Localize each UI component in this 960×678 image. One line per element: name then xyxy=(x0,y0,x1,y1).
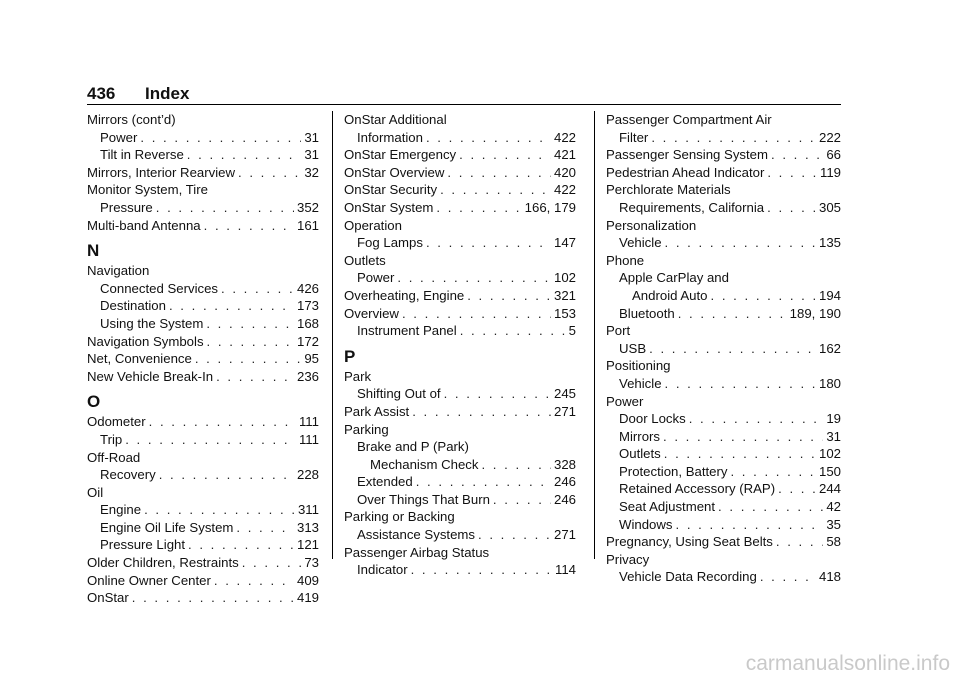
entry-page-number: 420 xyxy=(553,164,576,180)
index-entry xyxy=(87,280,319,298)
entry-page-number: 419 xyxy=(296,590,319,606)
entry-label: Using the System xyxy=(100,315,204,331)
dot-leader xyxy=(412,403,551,421)
entry-page-number: 246 xyxy=(553,491,576,507)
entry-page-number: 5 xyxy=(568,323,576,339)
entry-page-number: 189, 190 xyxy=(789,305,841,321)
index-entry xyxy=(87,554,319,572)
index-entry xyxy=(87,368,319,386)
dot-leader xyxy=(188,536,294,554)
dot-leader xyxy=(493,491,551,509)
entry-label: Fog Lamps xyxy=(357,235,423,251)
dot-leader xyxy=(397,269,551,287)
entry-label: Parking xyxy=(344,421,389,437)
index-entry xyxy=(344,217,576,235)
entry-page-number: 228 xyxy=(296,467,319,483)
entry-label: Power xyxy=(606,393,644,409)
index-entry xyxy=(606,252,841,270)
entry-label: OnStar Security xyxy=(344,182,438,198)
entry-page-number: 31 xyxy=(826,428,841,444)
entry-label: Odometer xyxy=(87,414,146,430)
entry-page-number: 31 xyxy=(304,129,319,145)
entry-page-number: 147 xyxy=(553,235,576,251)
dot-leader xyxy=(169,297,294,315)
dot-leader xyxy=(216,368,294,386)
index-entry xyxy=(606,322,841,340)
section-letter: N xyxy=(87,241,100,261)
watermark: carmanualsonline.info xyxy=(745,652,950,675)
entry-label: Overview xyxy=(344,305,399,321)
entry-label: Vehicle xyxy=(619,375,662,391)
entry-label: Pressure xyxy=(100,199,153,215)
index-entry xyxy=(344,456,576,474)
index-entry xyxy=(606,217,841,235)
index-entry xyxy=(87,217,319,235)
entry-page-number: 236 xyxy=(296,368,319,384)
entry-label: Assistance Systems xyxy=(357,527,475,543)
index-entry xyxy=(87,111,319,129)
entry-label: Personalization xyxy=(606,217,697,233)
entry-page-number: 180 xyxy=(818,375,841,391)
entry-page-number: 245 xyxy=(553,386,576,402)
dot-leader xyxy=(242,554,302,572)
dot-leader xyxy=(426,234,551,252)
entry-label: Extended xyxy=(357,474,413,490)
dot-leader xyxy=(144,501,295,519)
entry-label: Oil xyxy=(87,484,104,500)
entry-page-number: 111 xyxy=(298,431,319,447)
index-entry xyxy=(344,421,576,439)
entry-page-number: 426 xyxy=(296,280,319,296)
entry-page-number: 66 xyxy=(826,147,841,163)
entry-page-number: 418 xyxy=(818,569,841,585)
entry-label: Bluetooth xyxy=(619,305,675,321)
dot-leader xyxy=(156,199,294,217)
index-entry xyxy=(606,393,841,411)
entry-page-number: 102 xyxy=(818,446,841,462)
entry-label: Privacy xyxy=(606,551,650,567)
index-entry xyxy=(87,146,319,164)
index-entry xyxy=(344,252,576,270)
entry-label: Port xyxy=(606,323,631,339)
entry-label: Outlets xyxy=(344,252,386,268)
index-entry xyxy=(87,333,319,351)
index-entry xyxy=(87,262,319,280)
index-entry xyxy=(87,413,319,431)
entry-page-number: 153 xyxy=(553,305,576,321)
dot-leader xyxy=(426,129,551,147)
index-entry xyxy=(606,146,841,164)
index-entry xyxy=(606,428,841,446)
dot-leader xyxy=(771,146,823,164)
index-entry xyxy=(606,269,841,287)
dot-leader xyxy=(187,146,302,164)
column-divider xyxy=(332,111,333,559)
index-entry xyxy=(344,111,576,129)
entry-page-number: 119 xyxy=(819,164,841,180)
entry-page-number: 172 xyxy=(296,333,319,349)
entry-label: Parking or Backing xyxy=(344,509,455,525)
index-entry xyxy=(344,164,576,182)
dot-leader xyxy=(467,287,551,305)
index-entry xyxy=(606,199,841,217)
dot-leader xyxy=(236,519,294,537)
entry-page-number: 422 xyxy=(553,182,576,198)
index-entry xyxy=(606,568,841,586)
index-entry xyxy=(87,466,319,484)
index-entry xyxy=(344,491,576,509)
entry-label: Apple CarPlay and xyxy=(619,270,729,286)
entry-label: Over Things That Burn xyxy=(357,491,490,507)
entry-label: OnStar System xyxy=(344,199,434,215)
entry-label: Mirrors xyxy=(619,428,661,444)
entry-page-number: 32 xyxy=(304,164,319,180)
dot-leader xyxy=(460,322,566,340)
index-entry xyxy=(344,403,576,421)
entry-label: Pedestrian Ahead Indicator xyxy=(606,164,765,180)
index-entry xyxy=(344,269,576,287)
entry-label: Online Owner Center xyxy=(87,572,211,588)
index-entry xyxy=(87,536,319,554)
entry-label: OnStar Additional xyxy=(344,112,447,127)
dot-leader xyxy=(776,533,823,551)
entry-label: Recovery xyxy=(100,467,156,483)
dot-leader xyxy=(651,129,816,147)
dot-leader xyxy=(478,526,551,544)
dot-leader xyxy=(678,305,787,323)
index-entry xyxy=(606,551,841,569)
dot-leader xyxy=(778,480,816,498)
dot-leader xyxy=(767,164,817,182)
index-entry xyxy=(344,438,576,456)
dot-leader xyxy=(411,561,552,579)
entry-page-number: 321 xyxy=(553,287,576,303)
index-entry xyxy=(344,368,576,386)
dot-leader xyxy=(649,340,816,358)
entry-label: Retained Accessory (RAP) xyxy=(619,481,776,497)
entry-label: Navigation Symbols xyxy=(87,333,204,349)
entry-label: OnStar xyxy=(87,590,129,606)
index-entry xyxy=(606,111,841,129)
dot-leader xyxy=(238,164,301,182)
index-entry xyxy=(344,146,576,164)
dot-leader xyxy=(159,466,294,484)
dot-leader xyxy=(767,199,816,217)
entry-page-number: 246 xyxy=(553,474,576,490)
index-entry xyxy=(344,561,576,579)
index-entry xyxy=(344,199,576,217)
entry-page-number: 305 xyxy=(818,199,841,215)
entry-page-number: 311 xyxy=(297,502,319,518)
index-entry xyxy=(87,519,319,537)
dot-leader xyxy=(665,375,816,393)
entry-label: Information xyxy=(357,129,423,145)
index-entry xyxy=(606,480,841,498)
entry-label: Perchlorate Materials xyxy=(606,182,731,198)
index-entry xyxy=(87,129,319,147)
section-letter: O xyxy=(87,392,101,412)
dot-leader xyxy=(447,164,551,182)
dot-leader xyxy=(416,473,551,491)
entry-page-number: 244 xyxy=(818,481,841,497)
dot-leader xyxy=(760,568,816,586)
dot-leader xyxy=(730,463,816,481)
index-entry xyxy=(606,164,841,182)
index-entry xyxy=(87,164,319,182)
entry-page-number: 102 xyxy=(553,270,576,286)
entry-label: Park Assist xyxy=(344,403,410,419)
index-entry xyxy=(606,129,841,147)
entry-label: Multi-band Antenna xyxy=(87,217,201,233)
index-entry xyxy=(606,410,841,428)
entry-label: Vehicle xyxy=(619,235,662,251)
index-entry xyxy=(344,287,576,305)
entry-page-number: 121 xyxy=(296,537,319,553)
index-entry xyxy=(344,508,576,526)
index-entry xyxy=(606,181,841,199)
entry-page-number: 352 xyxy=(296,199,319,215)
entry-label: OnStar Emergency xyxy=(344,147,457,163)
entry-page-number: 313 xyxy=(296,519,319,535)
entry-page-number: 194 xyxy=(818,287,841,303)
index-entry xyxy=(606,463,841,481)
entry-page-number: 168 xyxy=(296,315,319,331)
index-entry xyxy=(606,516,841,534)
index-entry xyxy=(87,572,319,590)
entry-label: Outlets xyxy=(619,446,661,462)
index-entry xyxy=(87,501,319,519)
entry-label: Destination xyxy=(100,298,166,314)
index-entry xyxy=(87,431,319,449)
entry-page-number: 111 xyxy=(298,414,319,430)
entry-label: Mechanism Check xyxy=(370,456,479,472)
entry-label: Engine Oil Life System xyxy=(100,519,234,535)
index-entry xyxy=(606,234,841,252)
index-column-3 xyxy=(606,111,841,586)
entry-page-number: 271 xyxy=(553,403,576,419)
entry-label: OnStar Overview xyxy=(344,164,445,180)
entry-label: Power xyxy=(100,129,138,145)
entry-page-number: 222 xyxy=(818,129,841,145)
dot-leader xyxy=(436,199,521,217)
page-title: Index xyxy=(145,84,190,103)
entry-page-number: 73 xyxy=(304,555,319,571)
entry-page-number: 162 xyxy=(818,340,841,356)
dot-leader xyxy=(195,350,301,368)
entry-page-number: 271 xyxy=(553,527,576,543)
entry-page-number: 150 xyxy=(818,463,841,479)
index-entry xyxy=(606,375,841,393)
entry-label: Windows xyxy=(619,516,673,532)
section-letter: P xyxy=(344,346,356,366)
index-entry xyxy=(87,199,319,217)
entry-label: Seat Adjustment xyxy=(619,499,716,515)
index-entry xyxy=(606,305,841,323)
index-entry xyxy=(344,181,576,199)
entry-label: Power xyxy=(357,270,395,286)
index-entry xyxy=(87,181,319,199)
entry-label: Filter xyxy=(619,129,649,145)
dot-leader xyxy=(140,129,301,147)
index-entry xyxy=(87,449,319,467)
index-entry xyxy=(344,544,576,562)
index-entry xyxy=(606,498,841,516)
entry-label: Off-Road xyxy=(87,449,141,465)
dot-leader xyxy=(664,445,816,463)
entry-label: Brake and P (Park) xyxy=(357,439,469,455)
entry-page-number: 173 xyxy=(296,298,319,314)
index-entry xyxy=(87,315,319,333)
entry-page-number: 58 xyxy=(826,534,841,550)
entry-label: Indicator xyxy=(357,562,408,578)
dot-leader xyxy=(214,572,294,590)
entry-label: Passenger Sensing System xyxy=(606,147,768,163)
dot-leader xyxy=(459,146,551,164)
index-entry xyxy=(344,322,576,340)
entry-label: Engine xyxy=(100,502,142,518)
dot-leader xyxy=(440,181,551,199)
entry-label: Trip xyxy=(100,431,123,447)
index-entry xyxy=(344,473,576,491)
index-entry xyxy=(606,340,841,358)
index-entry xyxy=(344,234,576,252)
entry-page-number: 35 xyxy=(826,516,841,532)
entry-label: USB xyxy=(619,340,647,356)
dot-leader xyxy=(221,280,294,298)
header-rule xyxy=(87,104,841,105)
index-entry xyxy=(606,445,841,463)
index-entry xyxy=(606,533,841,551)
entry-label: Pregnancy, Using Seat Belts xyxy=(606,534,773,550)
entry-label: Phone xyxy=(606,252,645,268)
page-header xyxy=(87,84,841,106)
dot-leader xyxy=(402,305,551,323)
entry-label: Net, Convenience xyxy=(87,351,192,367)
dot-leader xyxy=(444,385,551,403)
index-entry xyxy=(87,350,319,368)
entry-label: Protection, Battery xyxy=(619,463,728,479)
entry-page-number: 135 xyxy=(818,235,841,251)
entry-label: Requirements, California xyxy=(619,199,765,215)
index-column-1 xyxy=(87,111,319,607)
entry-page-number: 42 xyxy=(826,499,841,515)
entry-label: Connected Services xyxy=(100,280,219,296)
index-entry xyxy=(344,526,576,544)
dot-leader xyxy=(665,234,816,252)
entry-label: Pressure Light xyxy=(100,537,186,553)
index-entry xyxy=(606,357,841,375)
dot-leader xyxy=(125,431,296,449)
entry-page-number: 161 xyxy=(296,217,319,233)
entry-label: Mirrors (cont’d) xyxy=(87,112,176,127)
dot-leader xyxy=(207,333,294,351)
entry-label: Mirrors, Interior Rearview xyxy=(87,164,236,180)
entry-page-number: 409 xyxy=(296,572,319,588)
index-entry xyxy=(606,287,841,305)
entry-page-number: 328 xyxy=(553,456,576,472)
entry-label: Park xyxy=(344,368,372,384)
entry-label: Positioning xyxy=(606,358,671,374)
entry-page-number: 421 xyxy=(553,147,576,163)
index-entry xyxy=(87,484,319,502)
page-number: 436 xyxy=(87,84,116,103)
entry-label: Operation xyxy=(344,217,402,233)
entry-label: Vehicle Data Recording xyxy=(619,569,757,585)
entry-label: Passenger Compartment Air xyxy=(606,112,772,127)
entry-label: Older Children, Restraints xyxy=(87,555,239,571)
column-divider xyxy=(594,111,595,559)
entry-page-number: 422 xyxy=(553,129,576,145)
dot-leader xyxy=(204,217,294,235)
entry-page-number: 95 xyxy=(304,351,319,367)
entry-page-number: 166, 179 xyxy=(524,199,576,215)
index-entry xyxy=(344,305,576,323)
index-entry xyxy=(87,589,319,607)
entry-label: Instrument Panel xyxy=(357,323,457,339)
dot-leader xyxy=(663,428,823,446)
entry-label: Navigation xyxy=(87,263,150,279)
entry-label: Passenger Airbag Status xyxy=(344,544,490,560)
entry-page-number: 114 xyxy=(554,562,576,578)
dot-leader xyxy=(132,589,294,607)
index-entry xyxy=(87,297,319,315)
entry-label: Monitor System, Tire xyxy=(87,182,208,198)
entry-label: New Vehicle Break-In xyxy=(87,368,214,384)
entry-label: Android Auto xyxy=(632,287,708,303)
entry-label: Overheating, Engine xyxy=(344,287,465,303)
entry-page-number: 31 xyxy=(304,147,319,163)
index-column-2 xyxy=(344,111,576,579)
entry-label: Tilt in Reverse xyxy=(100,147,184,163)
dot-leader xyxy=(149,413,296,431)
dot-leader xyxy=(206,315,294,333)
dot-leader xyxy=(689,410,824,428)
entry-label: Shifting Out of xyxy=(357,386,441,402)
index-entry xyxy=(344,385,576,403)
dot-leader xyxy=(481,456,551,474)
dot-leader xyxy=(711,287,816,305)
entry-page-number: 19 xyxy=(826,411,841,427)
dot-leader xyxy=(718,498,823,516)
entry-label: Door Locks xyxy=(619,411,686,427)
dot-leader xyxy=(676,516,824,534)
index-entry xyxy=(344,129,576,147)
